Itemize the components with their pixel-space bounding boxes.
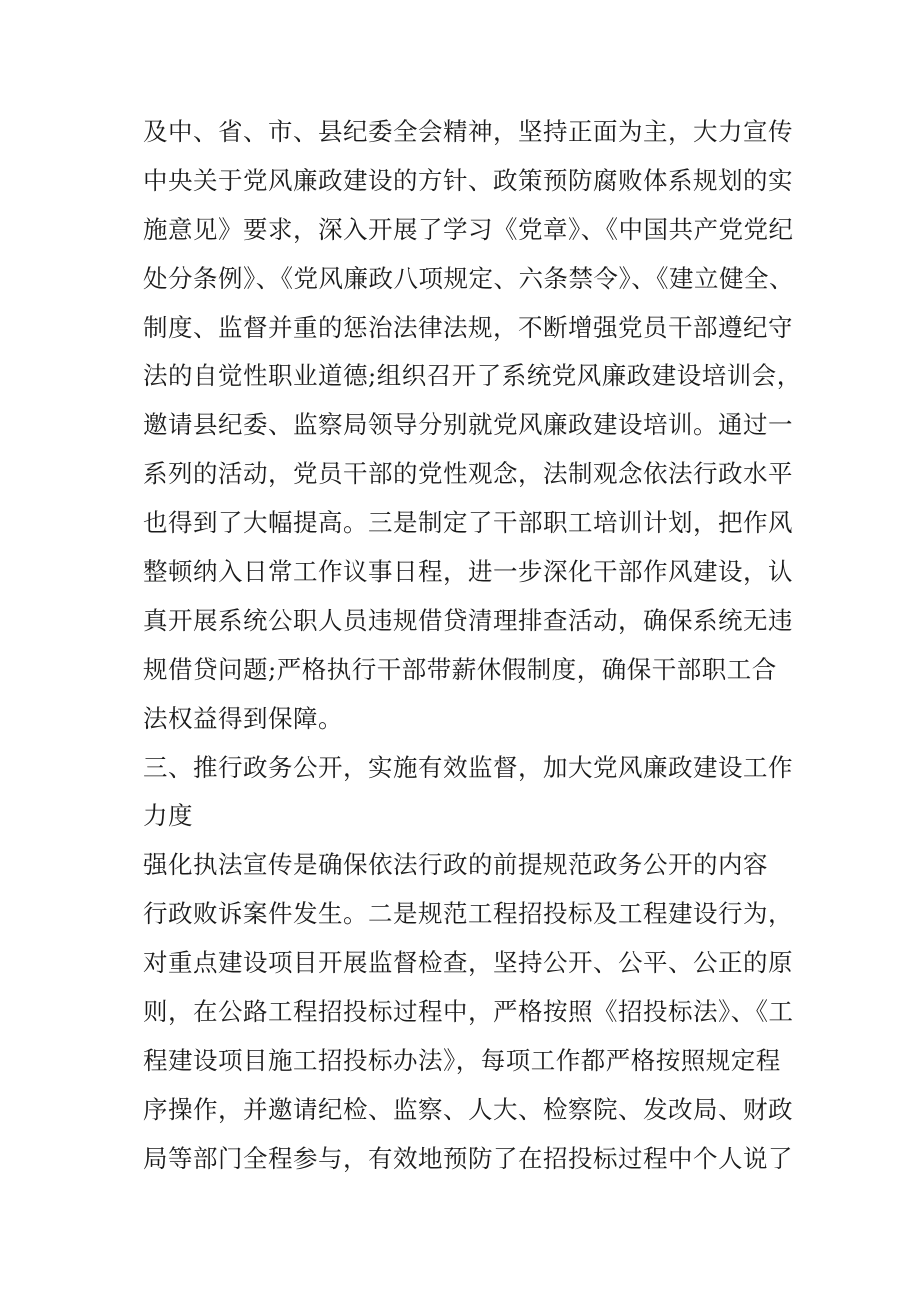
text-line: 序操作，并邀请纪检、监察、人大、检察院、发改局、财政 (143, 1094, 793, 1124)
text-line: 对重点建设项目开展监督检查，坚持公开、公平、公正的原 (143, 948, 793, 978)
section-heading: 三、推行政务公开，实施有效监督，加大党风廉政建设工作 (143, 752, 793, 782)
text-line: 则，在公路工程招投标过程中，严格按照《招投标法》、《工 (143, 997, 794, 1027)
text-line: 也得到了大幅提高。三是制定了干部职工培训计划，把作风 (143, 508, 793, 538)
text-line: 法权益得到保障。 (143, 703, 343, 733)
text-line: 强化执法宣传是确保依法行政的前提规范政务公开的内容 (143, 850, 768, 880)
text-line: 真开展系统公职人员违规借贷清理排查活动，确保系统无违 (143, 605, 793, 635)
text-line: 处分条例》、《党风廉政八项规定、六条禁令》、《建立健全、 (143, 263, 794, 293)
body-text (143, 108, 803, 1184)
text-line: 系列的活动，党员干部的党性观念，法制观念依法行政水平 (143, 459, 793, 489)
text-line: 局等部门全程参与，有效地预防了在招投标过程中个人说了 (143, 1143, 793, 1173)
text-line: 整顿纳入日常工作议事日程，进一步深化干部作风建设，认 (143, 557, 793, 587)
text-line: 规借贷问题;严格执行干部带薪休假制度，确保干部职工合 (143, 654, 777, 684)
text-line: 制度、监督并重的惩治法律法规，不断增强党员干部遵纪守 (143, 312, 793, 342)
text-line: 施意见》要求，深入开展了学习《党章》、《中国共产党党纪 (143, 214, 794, 244)
section-heading-continued: 力度 (143, 801, 193, 831)
text-line: 法的自觉性职业道德;组织召开了系统党风廉政建设培训会， (143, 361, 802, 391)
text-line: 程建设项目施工招投标办法》，每项工作都严格按照规定程 (143, 1045, 781, 1075)
text-line: 及中、省、市、县纪委全会精神，坚持正面为主，大力宣传 (143, 117, 793, 146)
text-line: 行政败诉案件发生。二是规范工程招投标及工程建设行为， (143, 899, 793, 929)
text-line: 邀请县纪委、监察局领导分别就党风廉政建设培训。通过一 (143, 410, 793, 440)
text-line: 中央关于党风廉政建设的方针、政策预防腐败体系规划的实 (143, 165, 793, 195)
